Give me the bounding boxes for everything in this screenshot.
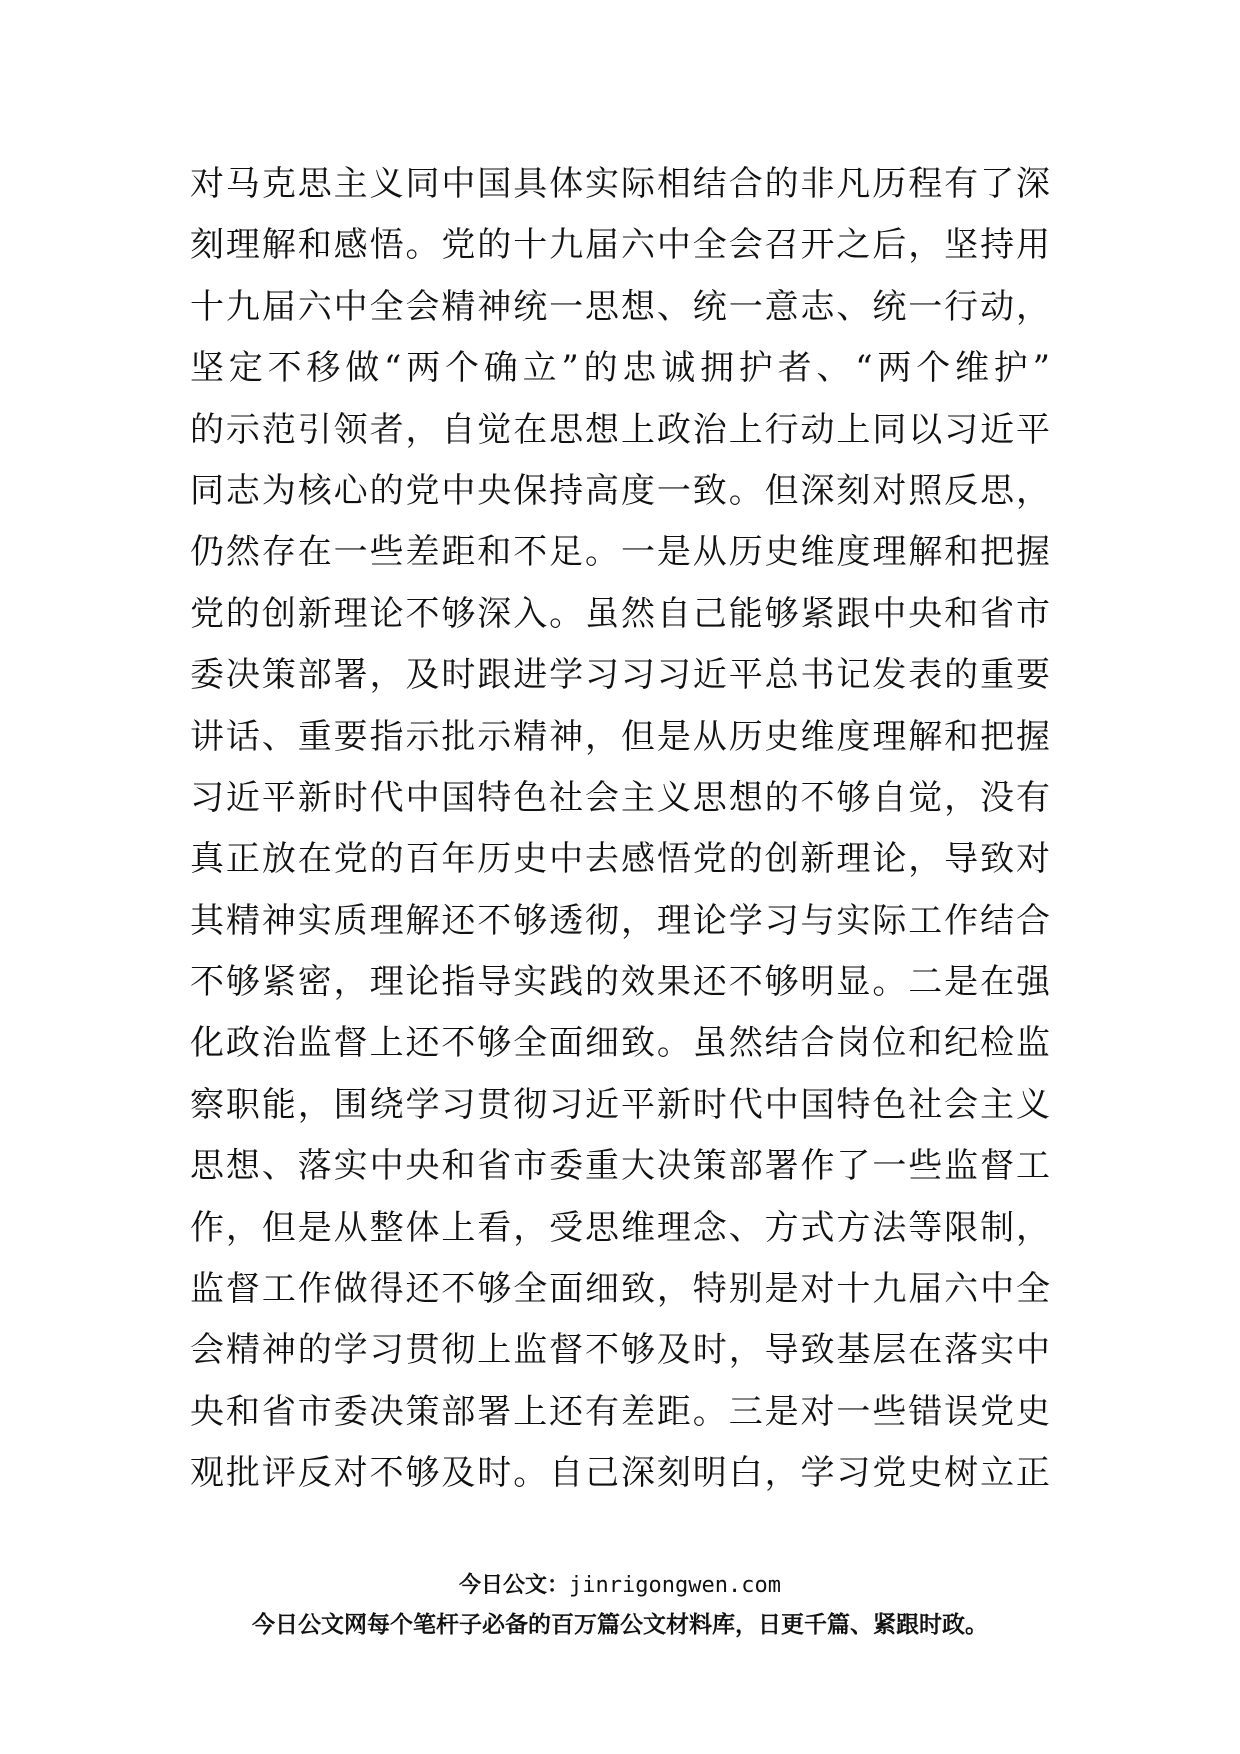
footer-site-label: 今日公文： bbox=[459, 1573, 570, 1598]
text-line: 委决策部署，及时跟进学习习习近平总书记发表的重要 bbox=[190, 655, 1050, 696]
text-line: 观批评反对不够及时。自己深刻明白，学习党史树立正 bbox=[190, 1453, 1050, 1494]
footer-slogan: 今日公文网每个笔杆子必备的百万篇公文材料库，日更千篇、紧跟时政。 bbox=[252, 1612, 988, 1638]
text-line: 同志为核心的党中央保持高度一致。但深刻对照反思， bbox=[190, 470, 1050, 511]
text-line: 会精神的学习贯彻上监督不够及时，导致基层在落实中 bbox=[190, 1330, 1050, 1371]
text-line: 仍然存在一些差距和不足。一是从历史维度理解和把握 bbox=[190, 532, 1050, 573]
footer-site bbox=[0, 1568, 1240, 1599]
text-line: 其精神实质理解还不够透彻，理论学习与实际工作结合 bbox=[190, 900, 1050, 941]
text-line: 党的创新理论不够深入。虽然自己能够紧跟中央和省市 bbox=[190, 593, 1050, 634]
footer-site-url[interactable]: jinrigongwen.com bbox=[569, 1573, 781, 1598]
text-line: 不够紧密，理论指导实践的效果还不够明显。二是在强 bbox=[190, 962, 1050, 1003]
text-line: 真正放在党的百年历史中去感悟党的创新理论，导致对 bbox=[190, 839, 1050, 880]
text-line: 对马克思主义同中国具体实际相结合的非凡历程有了深 bbox=[190, 164, 1050, 204]
text-line: 作，但是从整体上看，受思维理念、方式方法等限制， bbox=[190, 1207, 1050, 1248]
text-line: 坚定不移做“两个确立”的忠诚拥护者、“两个维护” bbox=[190, 348, 1050, 389]
text-line: 习近平新时代中国特色社会主义思想的不够自觉，没有 bbox=[190, 777, 1050, 818]
text-line: 十九届六中全会精神统一思想、统一意志、统一行动， bbox=[190, 286, 1050, 327]
text-line: 讲话、重要指示批示精神，但是从历史维度理解和把握 bbox=[190, 716, 1050, 757]
text-line: 的示范引领者，自觉在思想上政治上行动上同以习近平 bbox=[190, 409, 1050, 450]
text-line: 刻理解和感悟。党的十九届六中全会召开之后，坚持用 bbox=[190, 225, 1050, 266]
text-line: 监督工作做得还不够全面细致，特别是对十九届六中全 bbox=[190, 1269, 1050, 1310]
text-line: 化政治监督上还不够全面细致。虽然结合岗位和纪检监 bbox=[190, 1023, 1050, 1064]
body-paragraph bbox=[190, 154, 1050, 1505]
text-line: 央和省市委决策部署上还有差距。三是对一些错误党史 bbox=[190, 1391, 1050, 1432]
text-line: 察职能，围绕学习贯彻习近平新时代中国特色社会主义 bbox=[190, 1084, 1050, 1125]
text-line: 思想、落实中央和省市委重大决策部署作了一些监督工 bbox=[190, 1146, 1050, 1187]
